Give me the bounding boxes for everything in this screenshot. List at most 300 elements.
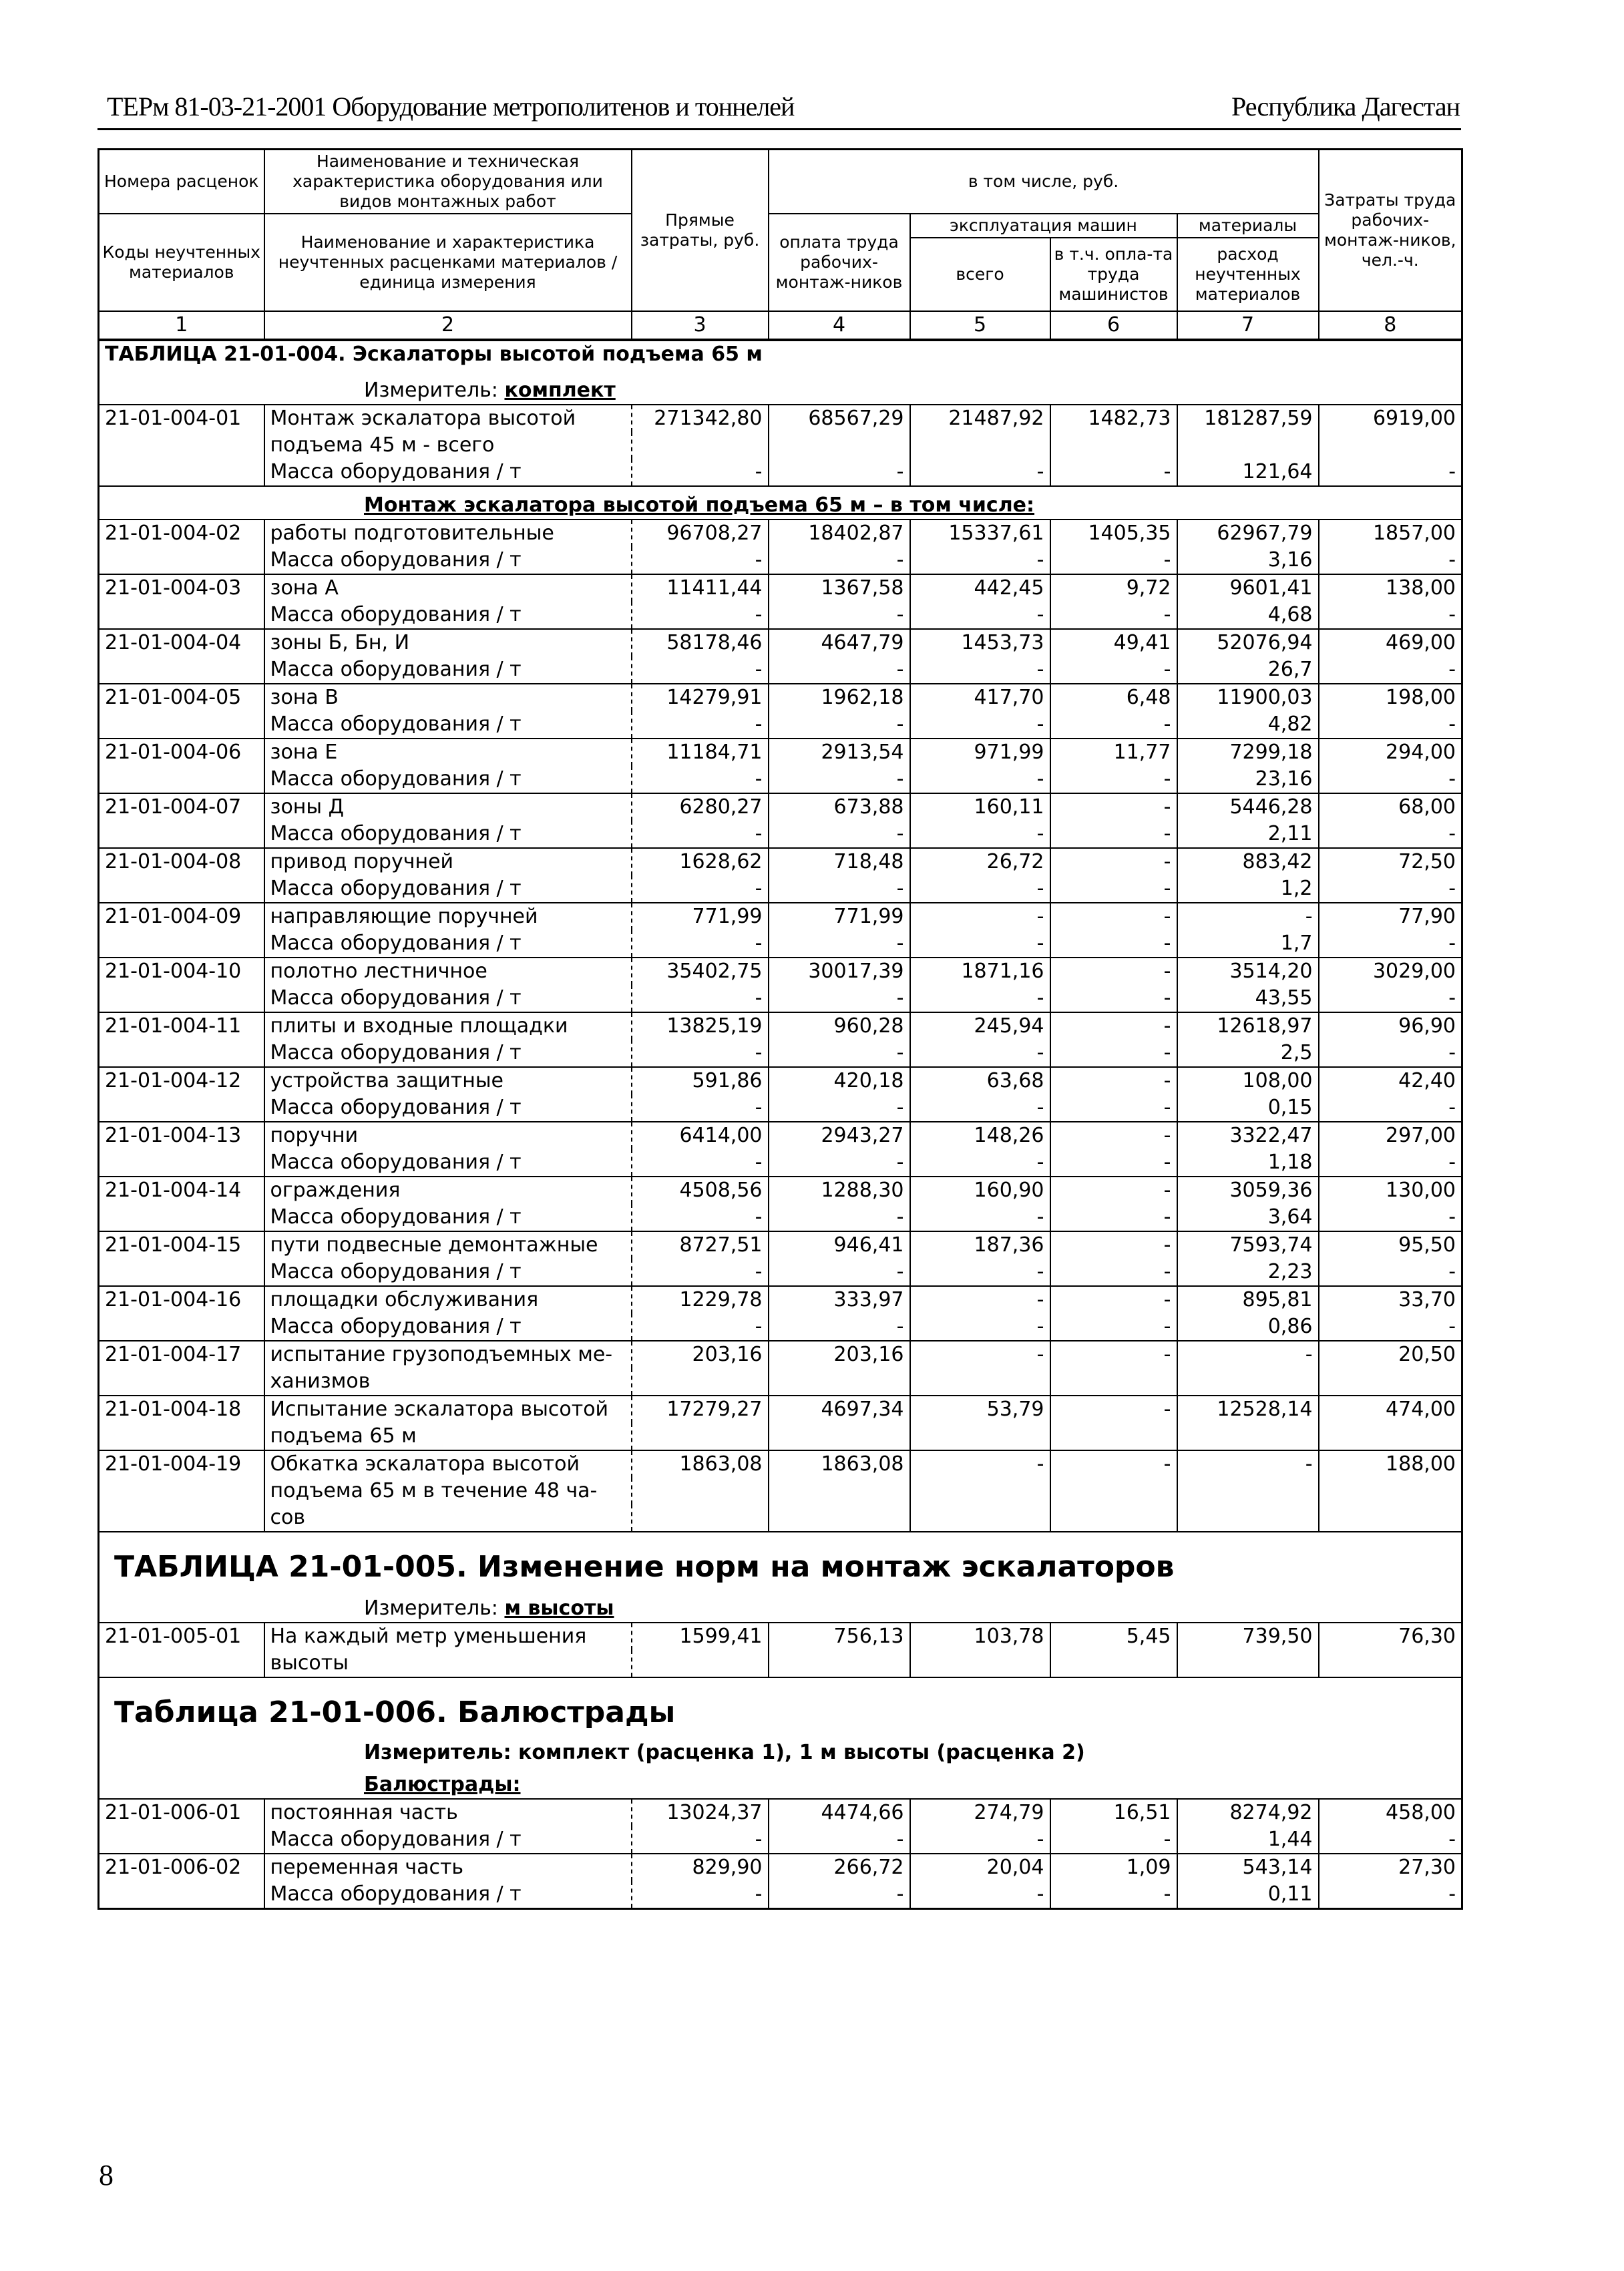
mass-value: - [1319, 1204, 1462, 1231]
mass-value: - [1050, 711, 1177, 739]
col-header-materials: материалы [1177, 214, 1319, 238]
mass-value: - [1050, 1313, 1177, 1341]
mass-label: Масса оборудования / т [264, 766, 632, 793]
subsection-row [99, 1766, 1462, 1799]
measure-row [99, 1733, 1462, 1766]
mass-value: - [1050, 656, 1177, 684]
work-name: постоянная часть [264, 1799, 632, 1826]
work-name: работы подготовительные [264, 520, 632, 547]
mass-value: 1,2 [1177, 875, 1319, 903]
col-header-machines-total: всего [910, 238, 1050, 311]
materials: 8274,92 [1177, 1799, 1319, 1826]
mass-value: - [910, 821, 1050, 848]
table-row [99, 405, 1462, 432]
mass-value: - [769, 459, 910, 486]
materials: - [1177, 1450, 1319, 1478]
mass-value: - [910, 1149, 1050, 1177]
mass-value: - [632, 1881, 769, 1909]
work-name: подъема 45 м - всего [264, 432, 632, 459]
mass-row [99, 1259, 1462, 1286]
machines-total: - [910, 1341, 1050, 1368]
machines-total: 442,45 [910, 574, 1050, 602]
mass-label: Масса оборудования / т [264, 1040, 632, 1067]
col-header-machines: эксплуатация машин [910, 214, 1177, 238]
mass-value: - [1050, 459, 1177, 486]
mass-value: - [1319, 1259, 1462, 1286]
labor-hours: 130,00 [1319, 1177, 1462, 1204]
mass-value: - [632, 985, 769, 1012]
machinist-wages: - [1050, 793, 1177, 821]
empty-cell [769, 1504, 910, 1532]
mass-value: - [769, 1040, 910, 1067]
col-header-codes: Номера расценок [99, 150, 264, 214]
worker-wages: 771,99 [769, 903, 910, 930]
mass-value: - [1050, 821, 1177, 848]
direct-costs: 203,16 [632, 1341, 769, 1368]
mass-value: - [1319, 711, 1462, 739]
direct-costs: 1599,41 [632, 1623, 769, 1650]
mass-value: - [1319, 821, 1462, 848]
col-header-material-usage: расход неучтенных материалов [1177, 238, 1319, 311]
empty-cell [632, 1368, 769, 1396]
worker-wages: 420,18 [769, 1067, 910, 1094]
mass-value: - [632, 1826, 769, 1854]
materials: 7593,74 [1177, 1231, 1319, 1259]
table-row [99, 1450, 1462, 1478]
empty-cell [910, 1650, 1050, 1677]
empty-cell [99, 1094, 264, 1122]
table-row [99, 1177, 1462, 1204]
direct-costs: 1863,08 [632, 1450, 769, 1478]
machinist-wages: - [1050, 1012, 1177, 1040]
labor-hours: 458,00 [1319, 1799, 1462, 1826]
machinist-wages: - [1050, 1286, 1177, 1313]
work-name: направляющие поручней [264, 903, 632, 930]
work-name: подъема 65 м в течение 48 ча- [264, 1478, 632, 1504]
materials: 5446,28 [1177, 793, 1319, 821]
table-row [99, 1012, 1462, 1040]
mass-value: - [769, 1881, 910, 1909]
mass-row [99, 1204, 1462, 1231]
materials: 895,81 [1177, 1286, 1319, 1313]
mass-value: - [632, 1204, 769, 1231]
col-header-material-codes: Коды неучтенных материалов [99, 214, 264, 311]
empty-cell [632, 1650, 769, 1677]
machinist-wages: - [1050, 1231, 1177, 1259]
work-name: зона Е [264, 739, 632, 766]
machines-total: 274,79 [910, 1799, 1050, 1826]
table-row-cont [99, 432, 1462, 459]
mass-value: - [1319, 1313, 1462, 1341]
empty-cell [632, 1504, 769, 1532]
mass-value: 43,55 [1177, 985, 1319, 1012]
measure-value: комплект [504, 379, 616, 402]
empty-cell [99, 766, 264, 793]
empty-cell [99, 1368, 264, 1396]
mass-value: - [769, 602, 910, 629]
empty-cell [99, 1826, 264, 1854]
col-header-group: в том числе, руб. [769, 150, 1319, 214]
materials: 11900,03 [1177, 684, 1319, 711]
work-name: зоны Б, Бн, И [264, 629, 632, 656]
rate-code: 21-01-004-18 [99, 1396, 264, 1423]
empty-cell [1050, 1423, 1177, 1450]
machines-total: 15337,61 [910, 520, 1050, 547]
labor-hours: 469,00 [1319, 629, 1462, 656]
mass-label: Масса оборудования / т [264, 711, 632, 739]
machines-total: 63,68 [910, 1067, 1050, 1094]
materials: 9601,41 [1177, 574, 1319, 602]
work-name: площадки обслуживания [264, 1286, 632, 1313]
col-header-machinist-wages: в т.ч. опла-та труда машинистов [1050, 238, 1177, 311]
mass-value: - [632, 821, 769, 848]
empty-cell [1050, 1478, 1177, 1504]
machines-total: 160,90 [910, 1177, 1050, 1204]
mass-value: - [1050, 1204, 1177, 1231]
rate-code: 21-01-004-16 [99, 1286, 264, 1313]
mass-value: - [1050, 930, 1177, 958]
machines-total: 1871,16 [910, 958, 1050, 985]
materials: 3059,36 [1177, 1177, 1319, 1204]
machinist-wages: 6,48 [1050, 684, 1177, 711]
labor-hours: 3029,00 [1319, 958, 1462, 985]
col-header-direct-costs: Прямые затраты, руб. [632, 150, 769, 312]
work-name: устройства защитные [264, 1067, 632, 1094]
measure-row [99, 1587, 1462, 1623]
mass-row [99, 459, 1462, 486]
col-number: 8 [1319, 311, 1462, 340]
table-title: Таблица 21-01-006. Балюстрады [99, 1677, 1462, 1733]
empty-cell [99, 821, 264, 848]
machinist-wages: 9,72 [1050, 574, 1177, 602]
worker-wages: 30017,39 [769, 958, 910, 985]
table-row-cont [99, 1650, 1462, 1677]
table-row-cont [99, 1368, 1462, 1396]
empty-cell [1177, 1423, 1319, 1450]
labor-hours: 76,30 [1319, 1623, 1462, 1650]
mass-value: - [1050, 602, 1177, 629]
mass-value: 0,15 [1177, 1094, 1319, 1122]
materials: 12618,97 [1177, 1012, 1319, 1040]
table-row-cont [99, 1504, 1462, 1532]
rate-code: 21-01-004-13 [99, 1122, 264, 1149]
work-name: Обкатка эскалатора высотой [264, 1450, 632, 1478]
mass-value: - [910, 547, 1050, 574]
mass-label: Масса оборудования / т [264, 1204, 632, 1231]
col-header-labor-unit: чел.-ч. [1361, 250, 1419, 270]
work-name: зоны Д [264, 793, 632, 821]
empty-cell [910, 1504, 1050, 1532]
rate-code: 21-01-004-10 [99, 958, 264, 985]
machinist-wages: - [1050, 1177, 1177, 1204]
materials: 883,42 [1177, 848, 1319, 875]
worker-wages: 4697,34 [769, 1396, 910, 1423]
work-name: ограждения [264, 1177, 632, 1204]
rate-code: 21-01-004-15 [99, 1231, 264, 1259]
machines-total: 1453,73 [910, 629, 1050, 656]
mass-label: Масса оборудования / т [264, 1826, 632, 1854]
labor-hours: 72,50 [1319, 848, 1462, 875]
empty-cell [1050, 1504, 1177, 1532]
direct-costs: 96708,27 [632, 520, 769, 547]
mass-value: - [632, 547, 769, 574]
measure-line: Измеритель: комплект (расценка 1), 1 м высоты (расценка 2) [99, 1733, 1462, 1766]
table-row [99, 629, 1462, 656]
mass-value: - [632, 459, 769, 486]
labor-hours: 6919,00 [1319, 405, 1462, 432]
empty-cell [769, 1650, 910, 1677]
worker-wages: 333,97 [769, 1286, 910, 1313]
worker-wages: 4474,66 [769, 1799, 910, 1826]
table-row [99, 1231, 1462, 1259]
mass-row [99, 985, 1462, 1012]
labor-hours: 188,00 [1319, 1450, 1462, 1478]
mass-row [99, 930, 1462, 958]
materials: - [1177, 1341, 1319, 1368]
work-name: полотно лестничное [264, 958, 632, 985]
work-name: пути подвесные демонтажные [264, 1231, 632, 1259]
direct-costs: 6280,27 [632, 793, 769, 821]
empty-cell [99, 1881, 264, 1909]
mass-value: - [1050, 1259, 1177, 1286]
header-rule [97, 128, 1461, 130]
mass-row [99, 1881, 1462, 1909]
machines-total: 187,36 [910, 1231, 1050, 1259]
empty-cell [99, 1040, 264, 1067]
labor-hours: 297,00 [1319, 1122, 1462, 1149]
direct-costs: 1229,78 [632, 1286, 769, 1313]
direct-costs: 58178,46 [632, 629, 769, 656]
machinist-wages: - [1050, 1341, 1177, 1368]
mass-value: - [1050, 1094, 1177, 1122]
rate-code: 21-01-004-11 [99, 1012, 264, 1040]
mass-value: - [1050, 1881, 1177, 1909]
rate-code: 21-01-004-14 [99, 1177, 264, 1204]
empty-cell [910, 1478, 1050, 1504]
machinist-wages: 1482,73 [1050, 405, 1177, 432]
mass-row [99, 656, 1462, 684]
labor-hours: 68,00 [1319, 793, 1462, 821]
mass-value: - [632, 875, 769, 903]
labor-hours: 96,90 [1319, 1012, 1462, 1040]
mass-value: - [910, 1826, 1050, 1854]
col-number: 6 [1050, 311, 1177, 340]
mass-value: - [1319, 459, 1462, 486]
table-title: ТАБЛИЦА 21-01-005. Изменение норм на монтаж эскалаторов [99, 1532, 1462, 1587]
empty-cell [1050, 1650, 1177, 1677]
machinist-wages: - [1050, 1122, 1177, 1149]
empty-cell [1177, 1504, 1319, 1532]
table-row-cont [99, 1423, 1462, 1450]
mass-value: - [632, 766, 769, 793]
mass-value: 1,18 [1177, 1149, 1319, 1177]
mass-row [99, 1313, 1462, 1341]
table-row [99, 684, 1462, 711]
mass-value: - [769, 930, 910, 958]
table-row [99, 903, 1462, 930]
col-header-labor-text: Затраты труда рабочих-монтаж-ников, [1324, 190, 1456, 250]
machinist-wages: - [1050, 1067, 1177, 1094]
empty-cell [99, 602, 264, 629]
rate-code: 21-01-005-01 [99, 1623, 264, 1650]
materials: 181287,59 [1177, 405, 1319, 432]
machines-total: 971,99 [910, 739, 1050, 766]
rate-code: 21-01-004-04 [99, 629, 264, 656]
mass-label: Масса оборудования / т [264, 547, 632, 574]
empty-cell [99, 1259, 264, 1286]
empty-cell [99, 547, 264, 574]
materials: 12528,14 [1177, 1396, 1319, 1423]
mass-value: - [632, 1313, 769, 1341]
page-number: 8 [99, 2159, 114, 2192]
mass-label: Масса оборудования / т [264, 459, 632, 486]
mass-row [99, 1149, 1462, 1177]
machinist-wages: 16,51 [1050, 1799, 1177, 1826]
work-name: плиты и входные площадки [264, 1012, 632, 1040]
measure-label: Измеритель: [364, 1597, 498, 1620]
empty-cell [910, 1368, 1050, 1396]
empty-cell [99, 1478, 264, 1504]
mass-label: Масса оборудования / т [264, 1259, 632, 1286]
worker-wages: 756,13 [769, 1623, 910, 1650]
mass-label: Масса оборудования / т [264, 602, 632, 629]
mass-value: - [1319, 656, 1462, 684]
work-name: зона А [264, 574, 632, 602]
machinist-wages: 49,41 [1050, 629, 1177, 656]
labor-hours: 33,70 [1319, 1286, 1462, 1313]
machines-total: 26,72 [910, 848, 1050, 875]
direct-costs: 13825,19 [632, 1012, 769, 1040]
mass-value: - [1050, 766, 1177, 793]
mass-value: - [769, 1204, 910, 1231]
empty-cell [1319, 1650, 1462, 1677]
mass-value: 3,16 [1177, 547, 1319, 574]
empty-cell [910, 1423, 1050, 1450]
mass-value: - [632, 602, 769, 629]
machinist-wages: - [1050, 903, 1177, 930]
mass-label: Масса оборудования / т [264, 1881, 632, 1909]
mass-label: Масса оборудования / т [264, 985, 632, 1012]
mass-value: - [769, 1259, 910, 1286]
worker-wages: 18402,87 [769, 520, 910, 547]
empty-cell [632, 1478, 769, 1504]
worker-wages: 2913,54 [769, 739, 910, 766]
table-title-row [99, 1532, 1462, 1587]
worker-wages: 946,41 [769, 1231, 910, 1259]
mass-value: - [1319, 766, 1462, 793]
direct-costs: 771,99 [632, 903, 769, 930]
direct-costs: 591,86 [632, 1067, 769, 1094]
mass-label: Масса оборудования / т [264, 930, 632, 958]
mass-value: - [769, 766, 910, 793]
rate-code: 21-01-006-02 [99, 1854, 264, 1881]
mass-value: 2,11 [1177, 821, 1319, 848]
col-number: 4 [769, 311, 910, 340]
work-name: Монтаж эскалатора высотой [264, 405, 632, 432]
machines-total: - [910, 1286, 1050, 1313]
rate-code: 21-01-004-05 [99, 684, 264, 711]
work-name: поручни [264, 1122, 632, 1149]
materials: 62967,79 [1177, 520, 1319, 547]
subsection-heading-text: Монтаж эскалатора высотой подъема 65 м – в том числе: [364, 493, 1035, 517]
empty-cell [99, 1149, 264, 1177]
col-number: 2 [264, 311, 632, 340]
mass-value: 1,7 [1177, 930, 1319, 958]
machinist-wages: 5,45 [1050, 1623, 1177, 1650]
empty-cell [1050, 1368, 1177, 1396]
mass-value: 121,64 [1177, 459, 1319, 486]
mass-value: - [910, 875, 1050, 903]
mass-value: - [769, 985, 910, 1012]
empty-cell [1319, 1478, 1462, 1504]
mass-value: - [1050, 1149, 1177, 1177]
empty-cell [769, 1478, 910, 1504]
materials: 3322,47 [1177, 1122, 1319, 1149]
labor-hours: 474,00 [1319, 1396, 1462, 1423]
mass-value: - [1319, 547, 1462, 574]
mass-value: - [769, 547, 910, 574]
empty-cell [1319, 1368, 1462, 1396]
labor-hours: 95,50 [1319, 1231, 1462, 1259]
mass-value: - [1319, 1040, 1462, 1067]
mass-row [99, 1094, 1462, 1122]
worker-wages: 68567,29 [769, 405, 910, 432]
machines-total: 21487,92 [910, 405, 1050, 432]
machinist-wages: 1,09 [1050, 1854, 1177, 1881]
empty-cell [99, 1204, 264, 1231]
empty-cell [1319, 1423, 1462, 1450]
work-name: На каждый метр уменьшения [264, 1623, 632, 1650]
table-title: ТАБЛИЦА 21-01-004. Эскалаторы высотой подъема 65 м [99, 340, 1462, 368]
mass-value: 1,44 [1177, 1826, 1319, 1854]
mass-value: - [769, 1826, 910, 1854]
col-header-labor [1319, 150, 1462, 312]
mass-label: Масса оборудования / т [264, 656, 632, 684]
mass-value: - [1319, 875, 1462, 903]
worker-wages: 673,88 [769, 793, 910, 821]
mass-value: 3,64 [1177, 1204, 1319, 1231]
table-title-row [99, 1677, 1462, 1733]
rate-code: 21-01-004-07 [99, 793, 264, 821]
rate-code: 21-01-004-17 [99, 1341, 264, 1368]
empty-cell [99, 1650, 264, 1677]
empty-cell [1177, 1368, 1319, 1396]
mass-value: - [1050, 547, 1177, 574]
labor-hours: 1857,00 [1319, 520, 1462, 547]
mass-value: 0,86 [1177, 1313, 1319, 1341]
col-number: 3 [632, 311, 769, 340]
work-name: высоты [264, 1650, 632, 1677]
work-name: зона В [264, 684, 632, 711]
machinist-wages: - [1050, 1396, 1177, 1423]
mass-label: Масса оборудования / т [264, 1094, 632, 1122]
table-row [99, 848, 1462, 875]
mass-value: - [769, 711, 910, 739]
work-name: Испытание эскалатора высотой [264, 1396, 632, 1423]
col-header-wages: оплата труда рабочих-монтаж-ников [769, 214, 910, 311]
measure-value: м высоты [504, 1597, 614, 1620]
rate-code: 21-01-004-09 [99, 903, 264, 930]
labor-hours: 27,30 [1319, 1854, 1462, 1881]
subsection-heading [99, 1766, 1462, 1799]
direct-costs: 17279,27 [632, 1396, 769, 1423]
machinist-wages: - [1050, 848, 1177, 875]
mass-value: - [910, 930, 1050, 958]
direct-costs: 1628,62 [632, 848, 769, 875]
worker-wages: 1367,58 [769, 574, 910, 602]
table-row [99, 1854, 1462, 1881]
labor-hours: 20,50 [1319, 1341, 1462, 1368]
